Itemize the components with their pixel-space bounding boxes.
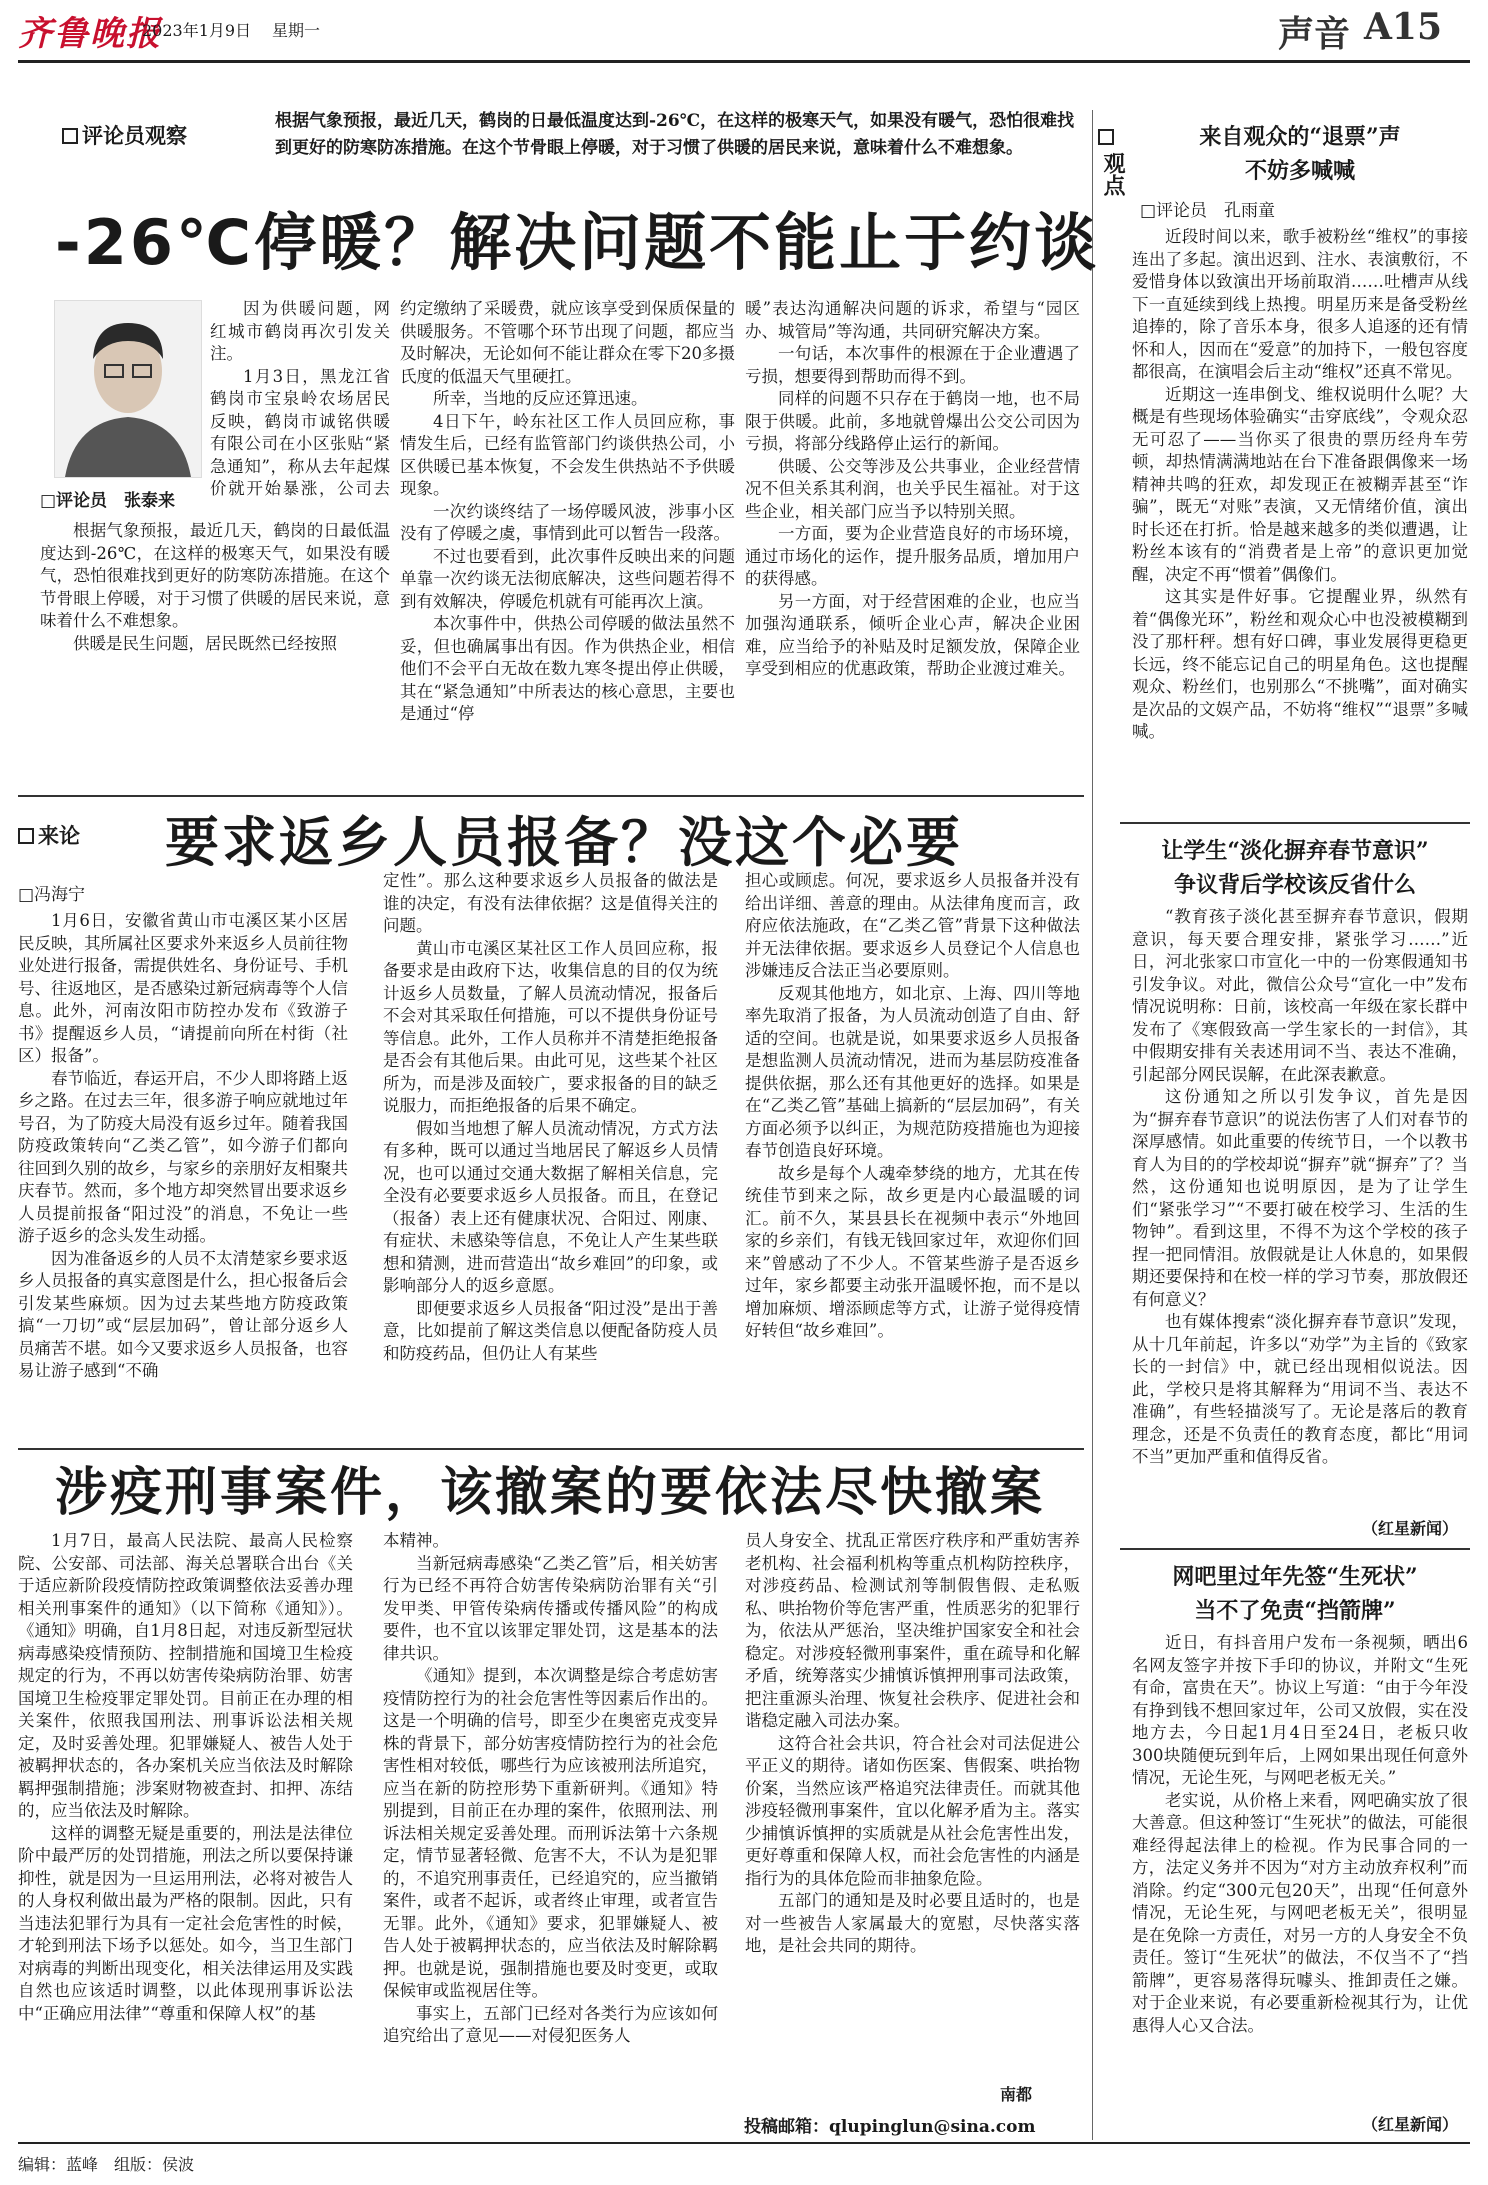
paragraph: 因为准备返乡的人员不太清楚家乡要求返乡人员报备的真实意图是什么，担心报备后会引发某些麻烦。因为过去某些地方防疫政策搞“一刀切”或“层层加码”，曾让部分返乡人员痛苦不堪。如今又要求返乡人员报备，也容易让游子感到“不确 (18, 1248, 348, 1380)
article-column (745, 870, 1080, 1440)
sidebar-column (1132, 226, 1468, 816)
section-name: 声音 (1278, 13, 1351, 55)
paragraph: 一方面，要为企业营造良好的市场环境，通过市场化的运作，提升服务品质，增加用户的获得感。 (745, 524, 1080, 588)
sidebar-byline: □评论员 孔雨童 (1140, 201, 1276, 221)
author-portrait-icon (55, 301, 201, 477)
author-photo (54, 300, 202, 478)
footer-credits (18, 2152, 194, 2175)
headline-report: 要求返乡人员报备？没这个必要 (165, 811, 963, 874)
sidebar-article-title: 让学生“淡化摒弃春节意识” 争议背后学校该反省什么 (1161, 838, 1429, 898)
paragraph: 一句话，本次事件的根源在于企业遭遇了亏损，想要得到帮助而得不到。 (745, 344, 1080, 386)
sidebar-article-title: 网吧里过年先签“生死状” 当不了免责“挡箭牌” (1172, 1564, 1418, 1624)
paragraph: 五部门的通知是及时必要且适时的，也是对一些被告人家属最大的宽慰，尽快落实落地，是社会共同的期待。 (745, 1891, 1080, 1955)
paragraph: 这份通知之所以引发争议，首先是因为“摒弃春节意识”的说法伤害了人们对春节的深厚感情。如此重要的传统节日，一个以教书育人为目的的学校却说“摒弃”就“摒弃”了？当然，这份通知也说明原因，是为了让学生们“紧张学习”“不要打破在校学习、生活的生物钟”。看到这里，不得不为这个学校的孩子捏一把同情泪。放假就是让人休息的，如果假期还要保持和在校一样的学习节奏，那放假还有何意义？ (1132, 1087, 1468, 1309)
sidebar-source: （红星新闻） (1362, 1519, 1459, 1538)
article-column (40, 520, 390, 780)
paragraph: 另一方面，对于经营困难的企业，也应当加强沟通联系，倾听企业心声，解决企业困难，应当给予的补贴及时足额发放，保障企业享受到相应的优惠政策，帮助企业渡过难关。 (745, 591, 1080, 678)
tag-box-icon (1098, 129, 1114, 145)
article-byline: □冯海宁 (18, 885, 86, 905)
sidebar-rule (1120, 1548, 1470, 1550)
section-rule (18, 795, 1084, 797)
article-column (745, 298, 1080, 788)
page-number: A15 (1364, 6, 1443, 48)
paragraph: “教育孩子淡化甚至摒弃春节意识，假期意识，每天要合理安排，紧张学习……”近日，河北张家口市宣化一中的一份寒假通知书引发争议。对此，微信公众号“宣化一中”发布情况说明称：日前，该校高一年级在家长群中发布了《寒假致高一学生家长的一封信》，其中假期安排有关表述用词不当、表达不准确，引起部分网民误解，在此深表歉意。 (1132, 907, 1468, 1084)
paragraph: 老实说，从价格上来看，网吧确实放了很大善意。但这种签订“生死状”的做法，可能很难经得起法律上的检视。作为民事合同的一方，法定义务并不因为“对方主动放弃权利”而消除。约定“300元包20天”，出现“任何意外情况，无论生死，与网吧老板无关”，很明显是在免除一方责任，对另一方的人身安全不负责任。签订“生死状”的做法，不仅当不了“挡箭牌”，更容易落得玩噱头、推卸责任之嫌。对于企业来说，有必要重新检视其行为，让优惠得人心又合法。 (1132, 1790, 1468, 2035)
paragraph: 暖”表达沟通解决问题的诉求，希望与“园区办、城管局”等沟通，共同研究解决方案。 (745, 299, 1080, 341)
paragraph: 近段时间以来，歌手被粉丝“维权”的事接连出了多起。演出迟到、注水、表演敷衍，不爱惜身体以致演出开场前取消……吐槽声从线下一直延续到线上热搜。明星历来是备受粉丝追捧的，除了音乐本身，很多人追逐的还有情怀和人，因而在“爱意”的加持下，一般包容度都很高，在演唱会后主动“维权”还真不常见。 (1132, 227, 1468, 381)
paragraph: 当新冠病毒感染“乙类乙管”后，相关妨害行为已经不再符合妨害传染病防治罪有关“引发甲类、甲管传染病传播或传播风险”的构成要件，也不宜以该罪定罪处罚，这是基本的法律共识。 (383, 1553, 718, 1663)
paragraph: 一次约谈终结了一场停暖风波，涉事小区没有了停暖之虞，事情到此可以暂告一段落。 (400, 501, 735, 543)
sidebar-column (1132, 906, 1468, 1516)
sidebar-column (1132, 1632, 1468, 2112)
paragraph: 也有媒体搜索“淡化摒弃春节意识”发现，从十几年前起，许多以“劝学”为主旨的《致家长的一封信》中，就已经出现相似说法。因此，学校只是将其解释为“用词不当、表达不准确”，有些轻描淡写了。无论是落后的教育理念，还是不负责任的教育态度，都比“用词不当”更加严重和值得反省。 (1132, 1312, 1468, 1466)
tag-box-icon (18, 828, 34, 844)
paragraph: 供暖、公交等涉及公共事业，企业经营情况不但关系其利润，也关乎民生福祉。对于这些企业，相关部门应当予以特别关照。 (745, 456, 1080, 521)
paragraph: 担心或顾虑。何况，要求返乡人员报备并没有给出详细、善意的理由。从法律角度而言，政府应依法施政，在“乙类乙管”背景下这种做法并无法律依据。要求返乡人员登记个人信息也涉嫌违反合法正当必要原则。 (745, 871, 1080, 980)
paragraph: 故乡是每个人魂牵梦绕的地方，尤其在传统佳节到来之际，故乡更是内心最温暖的词汇。前不久，某县县长在视频中表示“外地回家的乡亲们，有钱无钱回家过年，欢迎你们回来”曾感动了不少人。不管某些游子是否返乡过年，家乡都要主动张开温暖怀抱，而不是以增加麻烦、增添顾虑等方式，让游子觉得疫情好转但“故乡难回”。 (745, 1163, 1080, 1340)
section-rule (18, 1448, 1084, 1450)
issue-weekday: 星期一 (272, 21, 321, 40)
headline-cases: 涉疫刑事案件，该撤案的要依法尽快撤案 (55, 1463, 1046, 1523)
newspaper-logo: 齐鲁晚报 (18, 14, 162, 54)
paragraph: 所幸，当地的反应还算迅速。 (433, 389, 648, 408)
layout-credit: 组版：侯波 (114, 2155, 195, 2174)
paragraph: 近日，有抖音用户发布一条视频，晒出6名网友签字并按下手印的协议，并附文“生死有命，富贵在天”。协议上写道：“由于今年没有挣到钱不想回家过年，公司又放假，实在没地方去，今日起1月4日至24日，老板只收300块随便玩到年后，上网如果出现任何意外情况，无论生死，与网吧老板无关。” (1132, 1633, 1468, 1787)
paragraph: 同样的问题不只存在于鹤岗一地，也不局限于供暖。此前，多地就曾爆出公交公司因为亏损，将部分线路停止运行的新闻。 (745, 389, 1080, 453)
paragraph: 这样的调整无疑是重要的，刑法是法律位阶中最严厉的处罚措施，刑法之所以要保持谦抑性，就是因为一旦运用刑法，必将对被告人的人身权利做出最为严格的限制。因此，只有当违法犯罪行为具有一定社会危害性的时候，才轮到刑法下场予以惩处。如今，当卫生部门对病毒的判断出现变化，相关法律运用及实践自然也应该适时调整，以此体现刑事诉讼法中“正确应用法律”“尊重和保障人权”的基 (18, 1823, 353, 2023)
paragraph: 事实上，五部门已经对各类行为应该如何追究给出了意见——对侵犯医务人 (383, 2003, 718, 2045)
article-column (383, 870, 718, 1440)
paragraph: 本次事件中，供热公司停暖的做法虽然不妥，但也确属事出有因。作为供热企业，相信他们不会平白无故在数九寒冬提出停止供暖，其在“紧急通知”中所表达的核心意思，主要也是通过“停 (400, 614, 735, 723)
paragraph: 近期这一连串倒戈、维权说明什么呢？大概是有些现场体验确实“击穿底线”，令观众忍无可忍了——当你买了很贵的票历经舟车劳顿，却热情满满地站在台下准备跟偶像来一场精神共鸣的狂欢，却发现正在被糊弄甚至“诈骗”，既无“对账”表演，又无情绪价值，演出时长还在打折。恰是越来越多的类似遭遇，让粉丝本该有的“消费者是上帝”的意识更加觉醒，决定不再“惯着”偶像们。 (1132, 384, 1468, 584)
paragraph: 春节临近，春运开启，不少人即将踏上返乡之路。在过去三年，很多游子响应就地过年号召，为了防疫大局没有返乡过年。随着我国防疫政策转向“乙类乙管”，如今游子们都向往回到久别的故乡，与家乡的亲朋好友相聚共庆春节。然而，多个地方却突然冒出要求返乡人员提前报备“阳过没”的消息，不免让一些游子返乡的念头发生动摇。 (18, 1068, 348, 1245)
article-tag: 评论员观察 (62, 120, 187, 150)
sidebar-rule (1120, 822, 1470, 824)
paragraph: 即便要求返乡人员报备“阳过没”是出于善意，比如提前了解这类信息以便配备防疫人员和防疫药品，但仍让人有某些 (383, 1298, 718, 1363)
paragraph: 根据气象预报，最近几天，鹤岗的日最低温度达到-26℃，在这样的极寒天气，如果没有暖气，恐怕很难找到更好的防寒防冻措施。在这个节骨眼上停暖，对于习惯了供暖的居民来说，意味着什么不难想象。 (40, 521, 390, 630)
submission-email[interactable]: 投稿邮箱：qlupinglun@sina.com (744, 2117, 1036, 2137)
article-column (745, 1530, 1080, 2075)
paragraph: 《通知》提到，本次调整是综合考虑妨害疫情防控行为的社会危害性等因素后作出的。这是一个明确的信号，即至少在奥密克戎变异株的背景下，部分妨害疫情防控行为的社会危害性相对较低，哪些行为应该被刑法所追究，应当在新的防控形势下重新研判。《通知》特别提到，目前正在办理的案件，依照刑法、刑诉法相关规定妥善处理。而刑诉法第十六条规定，情节显著轻微、危害不大，不认为是犯罪的，不追究刑事责任，已经追究的，应当撤销案件，或者不起诉，或者终止审理，或者宣告无罪。此外，《通知》要求，犯罪嫌疑人、被告人处于被羁押状态的，应当依法及时解除羁押。也就是说，强制措施也要及时变更，或取保候审或监视居住等。 (383, 1666, 718, 2000)
article-source: 南都 (1000, 2085, 1033, 2104)
paragraph: 这其实是件好事。它提醒业界，纵然有着“偶像光环”，粉丝和观众心中也没被模糊到没了那杆秤。想有好口碑，事业发展得更稳更长远，终不能忘记自己的明星角色。这也提醒观众、粉丝们，也别那么“不挑嘴”，面对确实是次品的文娱产品，不妨将“维权”“退票”多喊喊。 (1132, 587, 1468, 741)
paragraph: 反观其他地方，如北京、上海、四川等地率先取消了报备，为人员流动创造了自由、舒适的空间。也就是说，如果要求返乡人员报备是想监测人员流动情况，进而为基层防疫准备提供依据，那么还有其他更好的选择。如果是在“乙类乙管”基础上搞新的“层层加码”，有关方面必须予以纠正，为规范防疫措施也为迎接春节创造良好环境。 (745, 983, 1080, 1160)
article-byline: □评论员 张泰来 (40, 491, 176, 511)
paragraph: 1月6日，安徽省黄山市屯溪区某小区居民反映，其所属社区要求外来返乡人员前往物业处进行报备，需提供姓名、身份证号、手机号、往返地区，是否感染过新冠病毒等个人信息。此外，河南汝阳市防控办发布《致游子书》提醒返乡人员，“请提前向所在村街（社区）报备”。 (18, 911, 348, 1065)
paragraph: 这符合社会共识，符合社会对司法促进公平正义的期待。诸如伤医案、售假案、哄抬物价案，当然应该严格追究法律责任。而就其他涉疫轻微刑事案件，宜以化解矛盾为主。落实少捕慎诉慎押的实质就是从社会危害性出发，更好尊重和保障人权，而社会危害性的内涵是指行为的具体危险而非抽象危险。 (745, 1733, 1080, 1888)
sidebar-article-title: 来自观众的“退票”声 不妨多喊喊 (1199, 124, 1401, 184)
paragraph: 因为供暖问题，网红城市鹤岗再次引发关注。 (210, 299, 390, 363)
article-column (210, 298, 390, 498)
issue-date: 2023年1月9日 (142, 21, 252, 40)
footer-rule (18, 2142, 1470, 2144)
editor-credit: 编辑：蓝峰 (18, 2155, 99, 2174)
paragraph: 4日下午，岭东社区工作人员回应称，事情发生后，已经有监管部门约谈供热公司，小区供暖已基本恢复，不会发生供热站不予供暖现象。 (400, 411, 735, 498)
paragraph: 定性”。那么这种要求返乡人员报备的做法是谁的决定，有没有法律依据？这是值得关注的问题。 (383, 871, 718, 935)
tag-box-icon (62, 128, 78, 144)
paragraph: 员人身安全、扰乱正常医疗秩序和严重妨害养老机构、社会福利机构等重点机构防控秩序，对涉疫药品、检测试剂等制假售假、走私贩私、哄抬物价等危害严重，性质恶劣的犯罪行为，依法从严惩治，坚决维护国家安全和社会稳定。对涉疫轻微刑事案件，重在疏导和化解矛盾，统筹落实少捕慎诉慎押刑事司法政策，把注重源头治理、恢复社会秩序、促进社会和谐稳定融入司法办案。 (745, 1531, 1080, 1730)
article-column (383, 1530, 718, 2110)
paragraph: 供暖是民生问题，居民既然已经按照 (73, 633, 337, 653)
paragraph: 本精神。 (383, 1531, 449, 1550)
article-column (18, 1530, 353, 2110)
article-lead: 根据气象预报，最近几天，鹤岗的日最低温度达到-26℃，在这样的极寒天气，如果没有暖气，恐怕很难找到更好的防寒防冻措施。在这个节骨眼上停暖，对于习惯了供暖的居民来说，意味着什么不难想象。 (275, 111, 1075, 158)
paragraph: 1月7日，最高人民法院、最高人民检察院、公安部、司法部、海关总署联合出台《关于适应新阶段疫情防控政策调整依法妥善办理相关刑事案件的通知》（以下简称《通知》）。《通知》明确，自1月8日起，对违反新型冠状病毒感染疫情预防、控制措施和国境卫生检疫规定的行为，不再以妨害传染病防治罪、妨害国境卫生检疫罪定罪处罚。目前正在办理的相关案件，依照我国刑法、刑事诉讼法相关规定，及时妥善处理。犯罪嫌疑人、被告人处于被羁押状态的，各办案机关应当依法及时解除羁押强制措施；涉案财物被查封、扣押、冻结的，应当依法及时解除。 (18, 1531, 353, 1820)
article-tag: 来论 (18, 820, 80, 850)
paragraph: 1月3日，黑龙江省鹤岗市宝泉岭农场居民反映，鹤岗市诚铭供暖有限公司在小区张贴“紧急通知”，称从去年起煤价就开始暴涨，公司去 (210, 366, 390, 498)
paragraph: 假如当地想了解人员流动情况，方式方法有多种，既可以通过当地居民了解返乡人员情况，也可以通过交通大数据了解相关信息，完全没有必要要求返乡人员报备。而且，在登记（报备）表上还有健康状况、合阳过、刚康、有症状、未感染等信息，不免让人产生某些联想和猜测，进而营造出“故乡难回”的印象，或影响部分人的返乡意愿。 (383, 1118, 718, 1295)
headline-heating: -26℃停暖？解决问题不能止于约谈 (55, 206, 1100, 279)
paragraph: 黄山市屯溪区某社区工作人员回应称，报备要求是由政府下达，收集信息的目的仅为统计返乡人员数量，了解人员流动情况，报备后不会对其采取任何措施，可以不提供身份证号等信息。此外，工作人员称并不清楚拒绝报备是否会有其他后果。由此可见，这些某个社区所为，而是涉及面较广，要求报备的目的缺乏说服力，而拒绝报备的后果不确定。 (383, 938, 718, 1115)
sidebar-source: （红星新闻） (1362, 2115, 1459, 2134)
article-column (400, 298, 735, 788)
article-column (18, 910, 348, 1440)
top-rule (18, 60, 1470, 63)
sidebar-tag: 观点 (1098, 122, 1122, 196)
paragraph: 不过也要看到，此次事件反映出来的问题单靠一次约谈无法彻底解决，这些问题若得不到有效解决，停暖危机就有可能再次上演。 (400, 546, 735, 611)
column-divider (1092, 110, 1093, 2140)
paragraph: 约定缴纳了采暖费，就应该享受到保质保量的供暖服务。不管哪个环节出现了问题，都应当及时解决，无论如何不能让群众在零下20多摄氏度的低温天气里硬扛。 (400, 299, 735, 386)
